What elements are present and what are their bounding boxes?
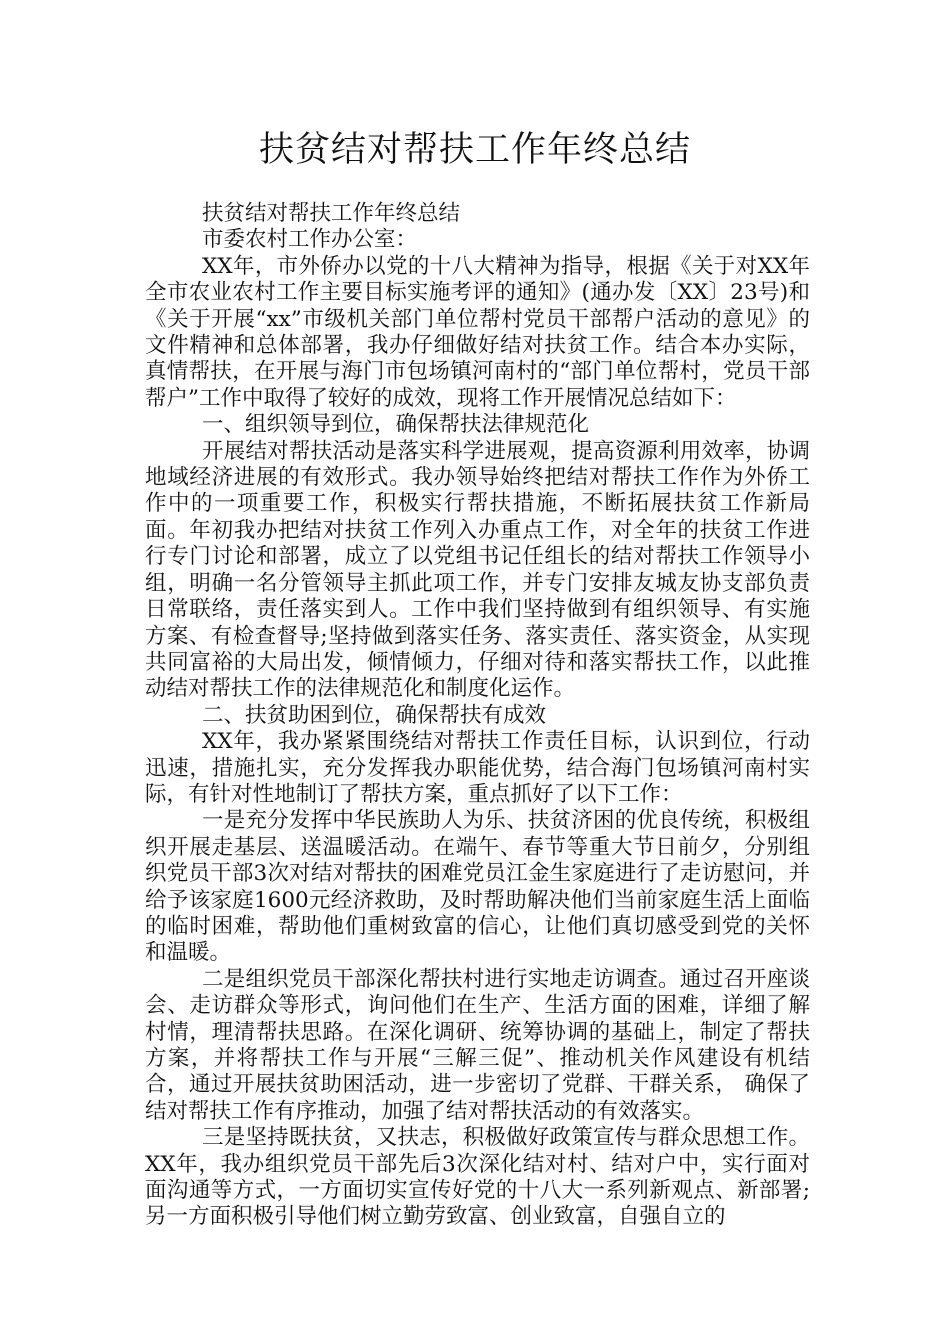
section-1-paragraph: 开展结对帮扶活动是落实科学进展观，提高资源利用效率，协调地域经济进展的有效形式。我办领导始终把结对帮扶工作作为外侨工作中的一项重要工作，积极实行帮扶措施，不断拓展扶贫工作新局面。年初我办把结对扶贫工作列入办重点工作，对全年的扶贫工作进行专门讨论和部署，成立了以党组书记任组长的结对帮扶工作领导小组，明确一名分管领导主抓此项工作，并专门安排友城友协支部负责日常联络，责任落实到人。工作中我们坚持做到有组织领导、有实施方案、有检查督导;坚持做到落实任务、落实责任、落实资金，从实现共同富裕的大局出发，倾情倾力，仔细对待和落实帮扶工作，以此推动结对帮扶工作的法律规范化和制度化运作。 [145, 438, 810, 702]
item-1-paragraph: 一是充分发挥中华民族助人为乐、扶贫济困的优良传统，积极组织开展走基层、送温暖活动。在端午、春节等重大节日前夕，分别组织党员干部3次对结对帮扶的困难党员江金生家庭进行了走访慰问，并给予该家庭1600元经济救助，及时帮助解决他们当前家庭生活上面临的临时困难，帮助他们重树致富的信心，让他们真切感受到党的关怀和温暖。 [145, 808, 810, 966]
item-3-paragraph: 三是坚持既扶贫，又扶志，积极做好政策宣传与群众思想工作。XX年，我办组织党员干部先后3次深化结对村、结对户中，实行面对面沟通等方式，一方面切实宣传好党的十八大一系列新观点、新部署;另一方面积极引导他们树立勤劳致富、创业致富，自强自立的 [145, 1125, 810, 1230]
item-2-paragraph: 二是组织党员干部深化帮扶村进行实地走访调查。通过召开座谈会、走访群众等形式，询问他们在生产、生活方面的困难，详细了解村情，理清帮扶思路。在深化调研、统筹协调的基础上，制定了帮扶方案，并将帮扶工作与开展“三解三促”、推动机关作风建设有机结合，通过开展扶贫助困活动，进一步密切了党群、干群关系， 确保了结对帮扶工作有序推动，加强了结对帮扶活动的有效落实。 [145, 966, 810, 1124]
section-heading-1: 一、组织领导到位，确保帮扶法律规范化 [202, 412, 590, 438]
addressee-paragraph: 市委农村工作办公室： [202, 227, 418, 253]
section-2-intro-paragraph: XX年，我办紧紧围绕结对帮扶工作责任目标，认识到位，行动迅速，措施扎实，充分发挥我办职能优势，结合海门包场镇河南村实际，有针对性地制订了帮扶方案，重点抓好了以下工作： [145, 729, 810, 807]
document-title: 扶贫结对帮扶工作年终总结 [258, 130, 691, 170]
intro-paragraph: XX年，市外侨办以党的十八大精神为指导，根据《关于对XX年全市农业农村工作主要目标实施考评的通知》(通办发〔XX〕23号)和《关于开展“xx”市级机关部门单位帮村党员干部帮户活动的意见》的文件精神和总体部署，我办仔细做好结对扶贫工作。结合本办实际，真情帮扶，在开展与海门市包场镇河南村的“部门单位帮村，党员干部帮户”工作中取得了较好的成效，现将工作开展情况总结如下： [145, 253, 810, 411]
document-body [145, 201, 810, 1231]
subtitle-paragraph: 扶贫结对帮扶工作年终总结 [202, 201, 461, 226]
section-heading-2: 二、扶贫助困到位，确保帮扶有成效 [202, 702, 547, 728]
